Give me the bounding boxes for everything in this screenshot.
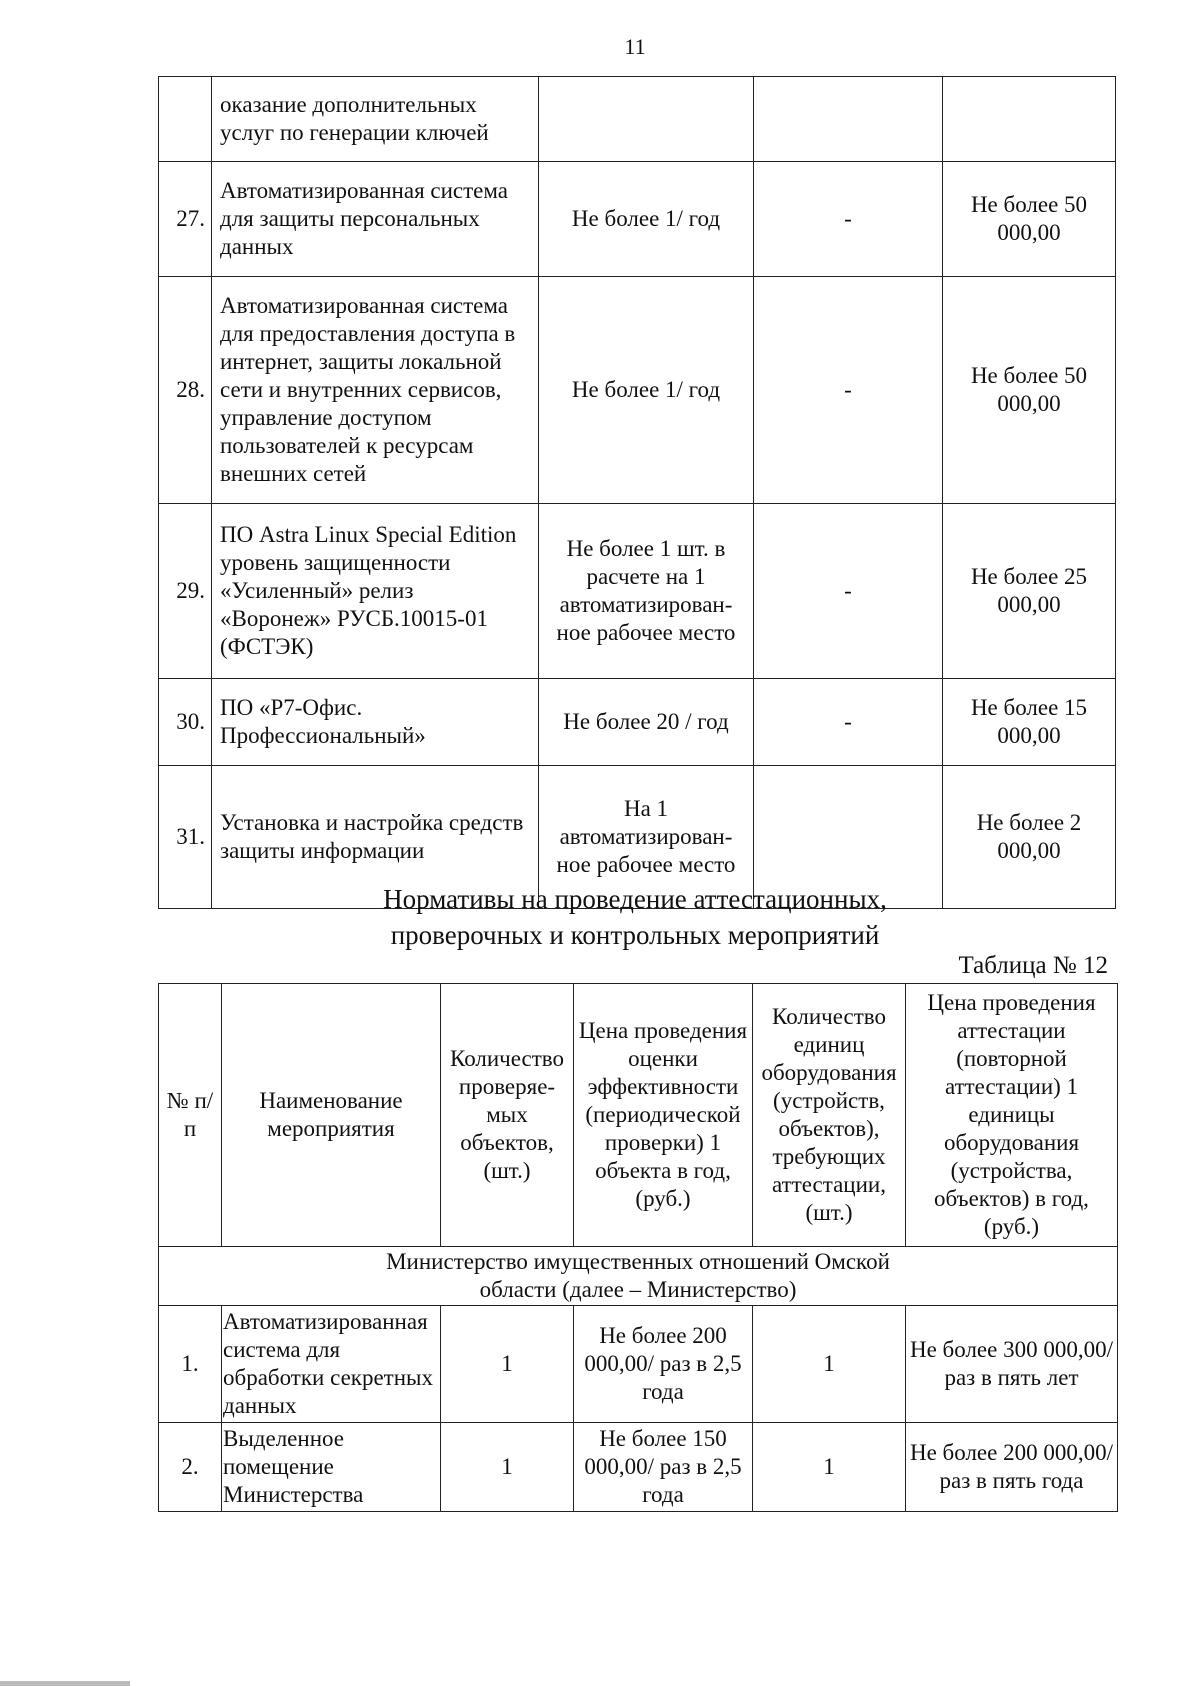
- row-price: Не более 50 000,00: [943, 162, 1116, 277]
- row-qty: [539, 77, 754, 162]
- row-price: Не более 15 000,00: [943, 679, 1116, 766]
- row-objects: 1: [441, 1306, 574, 1423]
- row-num: 1.: [159, 1306, 222, 1423]
- table-row: [159, 504, 1116, 679]
- row-dash: [754, 77, 943, 162]
- row-units: 1: [753, 1306, 906, 1423]
- row-dash: -: [754, 277, 943, 504]
- page-number: 11: [624, 34, 646, 59]
- group-row-label: Министерство имущественных отношений Омской области (далее – Министерство): [159, 1247, 1118, 1306]
- row-qty: Не более 1/ год: [539, 277, 754, 504]
- row-qty: Не более 1 шт. в расчете на 1 автоматизирован-ное рабочее место: [539, 504, 754, 679]
- header-objects: Количество проверяе-мых объектов, (шт.): [441, 984, 574, 1247]
- row-dash: -: [754, 679, 943, 766]
- row-name: Установка и настройка средств защиты информации: [212, 766, 539, 909]
- header-num: № п/п: [159, 984, 222, 1247]
- group-row: [159, 1247, 1118, 1306]
- table-row: [159, 162, 1116, 277]
- table-header-row: [159, 984, 1118, 1247]
- row-num: 2.: [159, 1423, 222, 1512]
- row-name: ПО «Р7-Офис. Профессиональный»: [212, 679, 539, 766]
- row-name: Автоматизированная система для предоставления доступа в интернет, защиты локальной сети и внутренних сервисов, управление доступом пользователей к ресурсам внешних сетей: [212, 277, 539, 504]
- table-row: [159, 1306, 1118, 1423]
- row-name: оказание дополнительных услуг по генерации ключей: [212, 77, 539, 162]
- row-num: 27.: [159, 162, 212, 277]
- row-name: Выделенное помещение Министерства: [222, 1423, 441, 1512]
- section-title-line2: проверочных и контрольных мероприятий: [390, 920, 880, 950]
- header-price-eval: Цена проведения оценки эффективности (периодической проверки) 1 объекта в год, (руб.): [574, 984, 753, 1247]
- row-price: [943, 77, 1116, 162]
- table-row: [159, 679, 1116, 766]
- table-row: [159, 77, 1116, 162]
- equipment-norms-table: [158, 76, 1116, 909]
- row-units: 1: [753, 1423, 906, 1512]
- header-name: Наименование мероприятия: [222, 984, 441, 1247]
- row-num: 29.: [159, 504, 212, 679]
- row-price-eval: Не более 200 000,00/ раз в 2,5 года: [574, 1306, 753, 1423]
- row-dash: -: [754, 162, 943, 277]
- header-units: Количество единиц оборудования (устройств, объектов), требующих аттестации, (шт.): [753, 984, 906, 1247]
- row-name: ПО Astra Linux Special Edition уровень защищенности «Усиленный» релиз «Воронеж» РУСБ.10015-01 (ФСТЭК): [212, 504, 539, 679]
- row-dash: -: [754, 504, 943, 679]
- header-price-attestation: Цена проведения аттестации (повторной аттестации) 1 единицы оборудования (устройства, объектов) в год, (руб.): [906, 984, 1118, 1247]
- row-price: Не более 2 000,00: [943, 766, 1116, 909]
- row-num: 30.: [159, 679, 212, 766]
- row-price-attestation: Не более 200 000,00/ раз в пять года: [906, 1423, 1118, 1512]
- section-title-line1: Нормативы на проведение аттестационных,: [383, 884, 887, 914]
- attestation-norms-table: [158, 983, 1118, 1512]
- scan-edge-mark: [0, 1681, 130, 1686]
- row-num: 31.: [159, 766, 212, 909]
- row-num: [159, 77, 212, 162]
- table-row: [159, 1423, 1118, 1512]
- row-price: Не более 25 000,00: [943, 504, 1116, 679]
- row-qty: На 1 автоматизирован-ное рабочее место: [539, 766, 754, 909]
- row-num: 28.: [159, 277, 212, 504]
- row-qty: Не более 20 / год: [539, 679, 754, 766]
- row-name: Автоматизированная система для защиты персональных данных: [212, 162, 539, 277]
- row-price-attestation: Не более 300 000,00/ раз в пять лет: [906, 1306, 1118, 1423]
- row-price: Не более 50 000,00: [943, 277, 1116, 504]
- row-name: Автоматизированная система для обработки секретных данных: [222, 1306, 441, 1423]
- row-price-eval: Не более 150 000,00/ раз в 2,5 года: [574, 1423, 753, 1512]
- table-row: [159, 277, 1116, 504]
- table-label: Таблица № 12: [958, 952, 1108, 979]
- row-qty: Не более 1/ год: [539, 162, 754, 277]
- row-objects: 1: [441, 1423, 574, 1512]
